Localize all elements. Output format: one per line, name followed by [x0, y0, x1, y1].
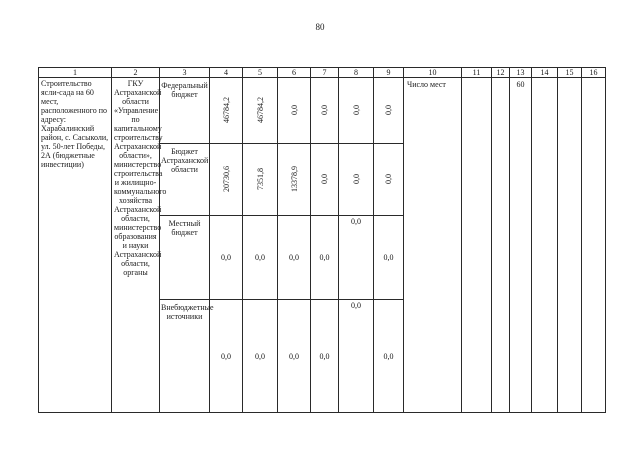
value: 0,0 — [351, 104, 361, 115]
value: 0,0 — [289, 351, 299, 361]
source-cell — [160, 216, 210, 300]
source-label: Местный бюджет — [168, 219, 201, 237]
indicator-value-cell — [510, 78, 532, 413]
page-number: 80 — [315, 22, 325, 32]
value-cell — [311, 300, 339, 413]
value-cell — [278, 216, 311, 300]
source-label: Внебюджетные источники — [161, 303, 214, 321]
value-cell — [243, 300, 278, 413]
value: 0,0 — [320, 104, 329, 115]
source-cell — [160, 78, 210, 144]
value: 0,0 — [319, 253, 330, 262]
value-cell — [339, 144, 374, 216]
value: 0,0 — [351, 217, 361, 226]
indicator-value: 60 — [516, 80, 525, 89]
value: 0,0 — [255, 253, 265, 262]
header-cell: 3 — [160, 68, 210, 78]
value-cell — [374, 78, 404, 144]
header-cell: 5 — [243, 68, 278, 78]
value: 0,0 — [221, 253, 231, 262]
indicator-cell — [404, 78, 462, 413]
header-cell: 6 — [278, 68, 311, 78]
header-cell: 11 — [462, 68, 492, 78]
value-cell — [278, 144, 311, 216]
value: 0,0 — [319, 351, 330, 361]
header-cell: 4 — [210, 68, 243, 78]
value: 0,0 — [351, 301, 361, 310]
header-cell: 1 — [39, 68, 112, 78]
value-cell — [210, 216, 243, 300]
header-cell: 2 — [112, 68, 160, 78]
value-cell — [311, 78, 339, 144]
header-cell: 10 — [404, 68, 462, 78]
value-cell — [243, 216, 278, 300]
value: 0,0 — [383, 351, 394, 361]
value: 0,0 — [320, 173, 329, 184]
value-cell — [374, 144, 404, 216]
value-cell — [339, 78, 374, 144]
header-cell: 12 — [492, 68, 510, 78]
value-cell — [243, 78, 278, 144]
header-cell: 15 — [558, 68, 582, 78]
value: 0,0 — [383, 253, 394, 262]
value-cell — [278, 300, 311, 413]
header-cell: 9 — [374, 68, 404, 78]
value: 13378,9 — [289, 165, 299, 192]
object-name: Строительство ясли-сада на 60 мест, расположенного по адресу: Харабалинский район, с. Сасыколи, ул. 50-лет Победы, 2А (бюджетные инвестиции) — [41, 79, 109, 169]
customer-name: ГКУ Астраханской области «Управление по капитальному строительству Астраханской области», министерство строительства и жилищно-коммунального хозяйства Астраханской области, министерство образования и науки Астраханской области, органы — [114, 79, 167, 277]
value-cell — [339, 300, 374, 413]
value-cell — [374, 216, 404, 300]
table-row — [39, 78, 606, 144]
value-cell — [339, 216, 374, 300]
value-cell — [210, 144, 243, 216]
header-cell: 13 — [510, 68, 532, 78]
value-cell — [210, 78, 243, 144]
value: 0,0 — [221, 351, 231, 361]
header-cell: 16 — [582, 68, 606, 78]
source-cell — [160, 144, 210, 216]
value: 0,0 — [289, 104, 299, 115]
budget-table — [38, 67, 606, 413]
value-cell — [311, 216, 339, 300]
empty-cell — [532, 78, 558, 413]
customer-cell — [112, 78, 167, 413]
value-cell — [278, 78, 311, 144]
header-cell: 8 — [339, 68, 374, 78]
value: 7351,8 — [255, 167, 265, 190]
value: 0,0 — [351, 173, 361, 184]
object-name-cell — [39, 78, 112, 413]
value: 0,0 — [289, 253, 299, 262]
value: 20730,6 — [221, 165, 231, 192]
empty-cell — [462, 78, 492, 413]
header-row — [39, 68, 606, 78]
value-cell — [243, 144, 278, 216]
source-cell — [160, 300, 214, 413]
value: 0,0 — [255, 351, 265, 361]
value-cell — [210, 300, 243, 413]
source-label: Федеральный бюджет — [161, 81, 208, 99]
value: 0,0 — [384, 104, 393, 115]
header-cell: 14 — [532, 68, 558, 78]
value: 46784,2 — [255, 96, 265, 123]
empty-cell — [558, 78, 582, 413]
value-cell — [374, 300, 404, 413]
source-label: Бюджет Астраханской области — [161, 147, 209, 174]
value: 0,0 — [384, 173, 393, 184]
empty-cell — [582, 78, 606, 413]
empty-cell — [492, 78, 510, 413]
value: 46784,2 — [221, 96, 231, 123]
value-cell — [311, 144, 339, 216]
header-cell: 7 — [311, 68, 339, 78]
indicator-label: Число мест — [407, 80, 446, 89]
